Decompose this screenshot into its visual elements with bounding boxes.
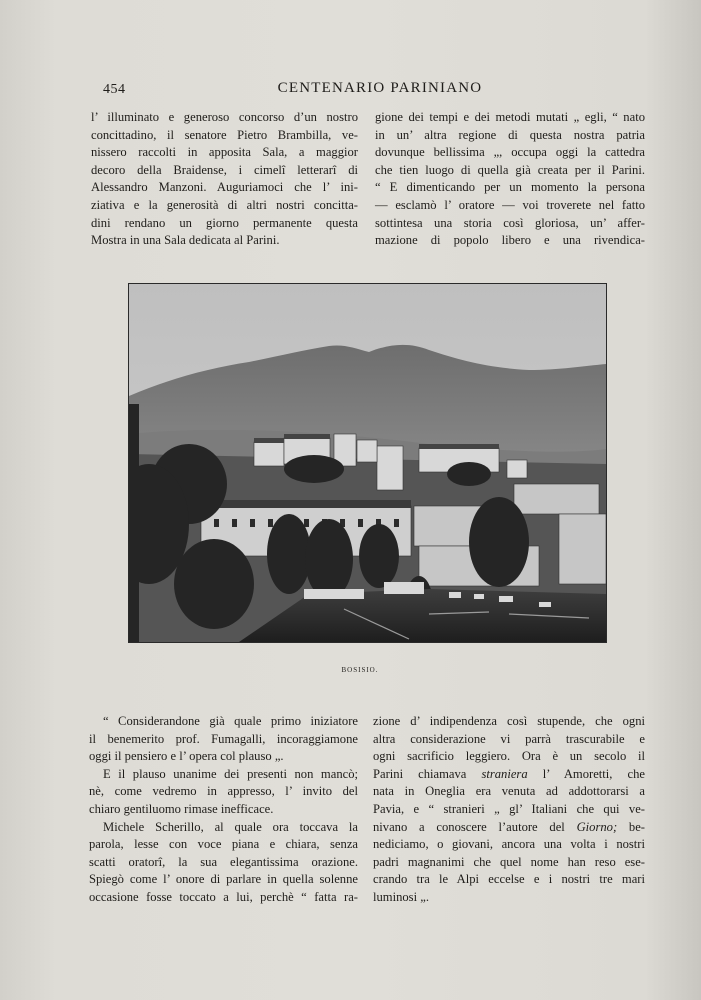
- text-line: in un’ altra regione di questa nostra patria: [375, 127, 645, 142]
- text-line: padri magnanimi che quel nome han reso ese-: [373, 854, 645, 869]
- bottom-left-column: [89, 713, 358, 907]
- text-line: Mostra in una Sala dedicata al Parini.: [91, 233, 280, 248]
- text-line: il benemerito prof. Fumagalli, incoraggiamone: [89, 731, 358, 746]
- page-number: 454: [103, 82, 126, 97]
- text-line: sottintesa una storia così gloriosa, un’ affer-: [375, 215, 645, 230]
- village-photo-illustration: [129, 284, 606, 642]
- text-line: altra considerazione vi parrà trascurabile e: [373, 731, 645, 746]
- text-line: oggi il pensiero e l’ opera col plauso „.: [89, 749, 284, 764]
- text-line: dini rendano un giorno permanente questa: [91, 215, 358, 230]
- text-line: [373, 819, 645, 837]
- text-line: chiaro gentiluomo rimase inefficace.: [89, 801, 274, 816]
- text-line: che tien luogo di quella già creata per il Parini.: [375, 162, 645, 177]
- text-line: nediciamo, o giovani, ancora una volta i nostri: [373, 837, 645, 852]
- text-line: ogni sacrificio leggiero. Ora è un secolo il: [373, 749, 645, 764]
- italic-word: straniera: [481, 766, 528, 781]
- text-line: [373, 766, 645, 784]
- text-line: nissero raccolti in apposita Sala, a maggior: [91, 145, 358, 160]
- top-left-column: [91, 109, 358, 250]
- text-run: be-: [617, 819, 645, 834]
- text-line: decoro della Braidense, i cimelî letterarî di: [91, 162, 358, 177]
- text-line: zione d’ indipendenza così stupende, che ogni: [373, 714, 645, 728]
- text-line: Michele Scherillo, al quale ora toccava la: [103, 819, 358, 834]
- text-line: “ Considerandone già quale primo iniziatore: [103, 714, 358, 728]
- text-line: “ E dimenticando per un momento la persona: [375, 180, 645, 195]
- text-line: occasione fosse toccato a lui, perchè “ fatta ra-: [89, 889, 358, 904]
- text-line: nè, come vedremo in appresso, l’ invito del: [89, 784, 358, 799]
- figure-caption: BOSISIO.: [341, 666, 379, 674]
- text-line: crando tra le Alpi eccelse e i nostri tre mari: [373, 872, 645, 887]
- text-run: Parini chiamava: [373, 766, 482, 781]
- text-line: l’ illuminato e generoso concorso d’un nostro: [91, 110, 358, 124]
- text-run: nivano a conoscere l’autore del: [373, 819, 577, 834]
- text-line: E il plauso unanime dei presenti non mancò;: [103, 766, 358, 781]
- landscape-photograph: [128, 283, 607, 643]
- bottom-right-column: [373, 713, 645, 907]
- text-line: — esclamò l’ oratore — voi troverete nel fatto: [375, 197, 645, 212]
- text-line: luminosi „.: [373, 889, 429, 904]
- running-title: CENTENARIO PARINIANO: [277, 80, 483, 96]
- text-line: parola, lesse con voce piana e chiara, senza: [89, 837, 358, 852]
- text-line: mazione di popolo libero e una rivendica-: [375, 233, 645, 248]
- text-run: l’ Amoretti, che: [527, 766, 645, 781]
- text-line: gione dei tempi e dei metodi mutati „ egli, “ nato: [375, 110, 645, 124]
- text-line: dovunque bellissima „, occupa oggi la cattedra: [375, 145, 645, 160]
- text-line: Spiegò come l’ onore di parlare in quella solenne: [89, 872, 358, 887]
- text-line: concittadino, il senatore Pietro Brambilla, ve-: [91, 127, 358, 142]
- text-line: nata in Oneglia era venuta ad addottorarsi a: [373, 784, 645, 799]
- italic-word: Giorno;: [576, 819, 618, 834]
- text-line: Alessandro Manzoni. Auguriamoci che l’ ini-: [91, 180, 358, 195]
- text-line: Pavia, e “ stranieri „ gl’ Italiani che qui ve-: [373, 801, 645, 816]
- top-right-column: [375, 109, 645, 250]
- text-line: ziativa e la generosità di altri nostri concitta-: [91, 197, 358, 212]
- text-line: scatti oratorî, la sua elegantissima orazione.: [89, 854, 358, 869]
